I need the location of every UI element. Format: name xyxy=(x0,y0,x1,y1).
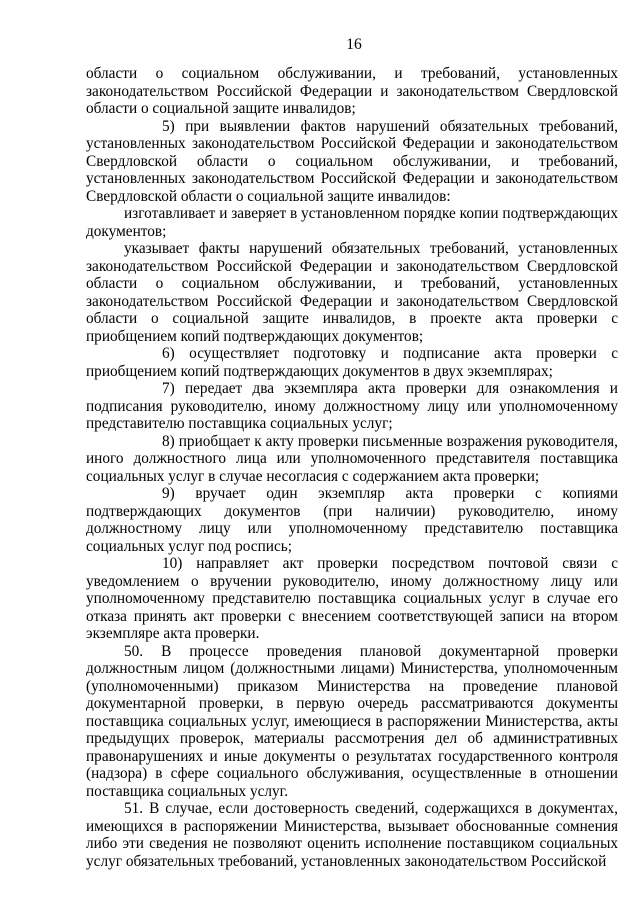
item-number: 10) xyxy=(162,555,183,572)
paragraph-item-6 xyxy=(86,345,618,380)
paragraph-text: изготавливает и заверяет в установленном порядке копии подтверждающих документов; xyxy=(86,205,618,240)
clause-number: 50. xyxy=(124,642,144,660)
paragraph-item-5-sub-a xyxy=(86,205,618,240)
item-number: 6) xyxy=(162,345,175,362)
paragraph-text: В процессе проведения плановой документарной проверки должностным лицом (должностными лицами) Министерства, уполномоченным (уполномоченными) приказом Министерства на проведение плановой документарной проверки, в первую очередь рассматриваются документы поставщика социальных услуг, имеющиеся в распоряжении Министерства, акты предыдущих проверок, материалы рассмотрения дел об административных правонарушениях и иные документы о результатах государственного контроля (надзора) в сфере социального обслуживания, осуществленные в отношении поставщика социальных услуг. xyxy=(86,642,618,800)
paragraph-text: В случае, если достоверность сведений, содержащихся в документах, имеющихся в распоряжении Министерства, вызывает обоснованные сомнения либо эти сведения не позволяют оценить исполнение поставщиком социальных услуг обязательных требований, установленных законодательством Российской xyxy=(86,800,618,870)
paragraph-text: области о социальном обслуживании, и требований, установленных законодательством Российской Федерации и законодательством Свердловской области о социальной защите инвалидов; xyxy=(86,65,618,117)
paragraph-text: передает два экземпляра акта проверки для ознакомления и подписания руководителю, иному должностному лицу или уполномоченному представителю поставщика социальных услуг; xyxy=(86,380,618,432)
paragraph-text: указывает факты нарушений обязательных требований, установленных законодательством Российской Федерации и законодательством Свердловской области о социальном обслуживании, и требований, установленных законодательством Российской Федерации и законодательством Свердловской области о социальной защите инвалидов, в проекте акта проверки с приобщением копий подтверждающих документов; xyxy=(86,240,618,345)
item-number: 9) xyxy=(162,485,175,502)
item-number: 8) xyxy=(162,432,175,450)
paragraph-text: осуществляет подготовку и подписание акта проверки с приобщением копий подтверждающих документов в двух экземплярах; xyxy=(86,345,619,380)
paragraph-item-8 xyxy=(86,433,618,486)
document-page xyxy=(86,36,618,870)
paragraph-item-5 xyxy=(86,118,618,206)
paragraph-text: вручает один экземпляр акта проверки с копиями подтверждающих документов (при наличии) руководителю, иному должностному лицу или уполномоченному представителю поставщика социальных услуг под роспись; xyxy=(86,485,618,555)
paragraph-continuation xyxy=(86,65,618,118)
item-number: 7) xyxy=(162,380,175,397)
paragraph-item-9 xyxy=(86,485,618,555)
paragraph-text: приобщает к акту проверки письменные возражения руководителя, иного должностного лица или уполномоченного представителя поставщика социальных услуг в случае несогласия с содержанием акта проверки; xyxy=(86,432,618,485)
paragraph-clause-51 xyxy=(86,800,618,870)
paragraph-clause-50 xyxy=(86,643,618,801)
paragraph-text: при выявлении фактов нарушений обязательных требований, установленных законодательством Российской Федерации и законодательством Свердловской области о социальном обслуживании, и требований, установленных законодательством Российской Федерации и законодательством Свердловской области о социальной защите инвалидов: xyxy=(86,117,618,205)
paragraph-item-10 xyxy=(86,555,618,643)
item-number: 5) xyxy=(162,117,175,135)
page-number: 16 xyxy=(346,36,362,53)
paragraph-item-5-sub-b xyxy=(86,240,618,345)
paragraph-text: направляет акт проверки посредством почтовой связи с уведомлением о вручении руководителю, иному должностному лицу или уполномоченному представителю поставщика социальных услуг в случае его отказа принять акт проверки с внесением соответствующей записи на втором экземпляре акта проверки. xyxy=(86,555,619,642)
paragraph-item-7 xyxy=(86,380,618,433)
clause-number: 51. xyxy=(124,800,144,817)
